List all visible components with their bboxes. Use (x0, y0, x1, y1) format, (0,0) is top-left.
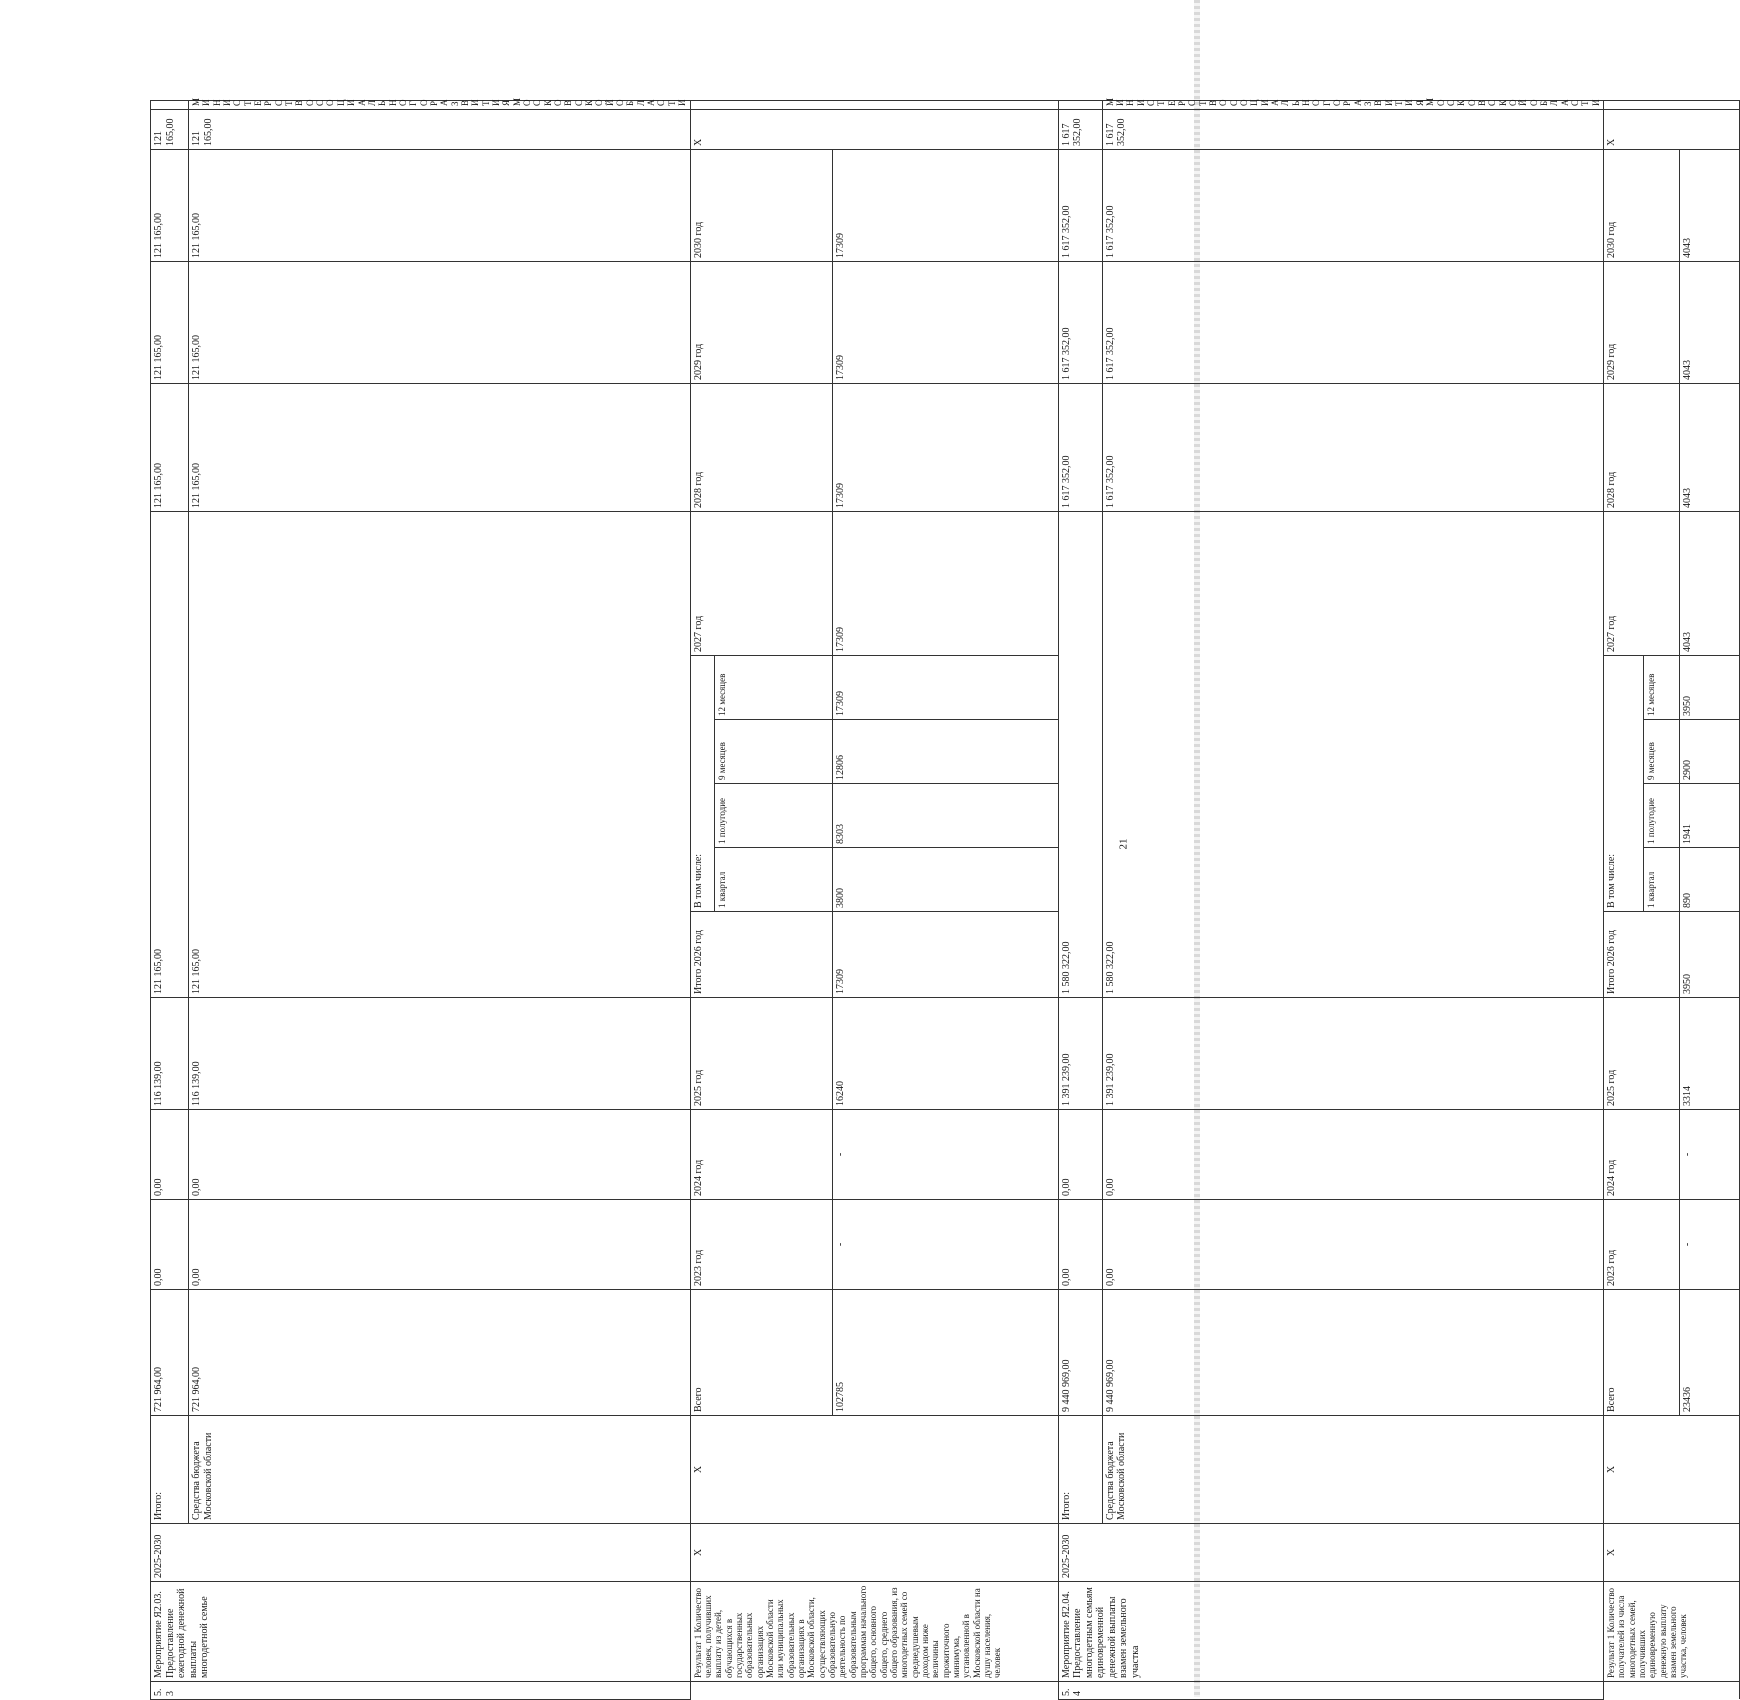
f53-budget-v2: 0,00 (189, 1110, 691, 1200)
r54-h-h1: 1 полугодие (1644, 784, 1680, 848)
r54-x1: X (1604, 1524, 1740, 1582)
f54-total-v2: 0,00 (1058, 1110, 1102, 1200)
f54-budget-v2: 0,00 (1102, 1110, 1604, 1200)
r54-name: Результат 1 Количество получателей из числа многодетных семей, получивших единовременную денежную выплату взамен земельного участка, человек (1604, 1582, 1740, 1682)
r53-x3: X (690, 109, 1058, 149)
f54-budget-label: Средства бюджета Московской области (1102, 1416, 1604, 1524)
f53-num: 5.3 (151, 1682, 691, 1700)
f54-budget-v7: 1 617 352,00 (1102, 149, 1604, 261)
f54-num: 5.4 (1058, 1682, 1604, 1700)
f53-budget-v0: 721 964,00 (189, 1290, 691, 1416)
f53-budget-label: Средства бюджета Московской области (189, 1416, 691, 1524)
r54-v-2028: 4043 (1680, 383, 1740, 511)
r53-name: Результат 1 Количество человек, получивших выплату из детей, обучающихся в государственных образовательных организациях Московской области или муниципальных образовательных организациях в Московской области, осуществляющих образовательную деятельность по образовательным программам начального общего, основного общего, среднего общего образования, из многодетных семей со среднедушевым доходом ниже величины прожиточного минимума, установленной в Московской области на душу населения, человек (690, 1582, 1058, 1682)
f54-total-v3: 1 391 239,00 (1058, 998, 1102, 1110)
r53-h-2030: 2030 год (690, 149, 832, 261)
f53-total-spacer (151, 101, 189, 110)
measures-table (150, 97, 1740, 1700)
f54-executor: МИНИСТЕРСТВО СОЦИАЛЬНОГО РАЗВИТИЯ МОСКОВСКОЙ ОБЛАСТИ (1102, 101, 1604, 110)
f53-total-label: Итого: (151, 1416, 189, 1524)
r54-h-incl: В том числе: (1604, 656, 1644, 912)
f54-budget-v3: 1 391 239,00 (1102, 998, 1604, 1110)
r54-h-m9: 9 месяцев (1644, 720, 1680, 784)
f54-total-v8: 1 617 352,00 (1058, 109, 1102, 149)
r54-v-h1: 1941 (1680, 784, 1740, 848)
r54-h-2026: Итого 2026 год (1604, 912, 1680, 998)
r53-h-incl: В том числе: (690, 656, 714, 912)
f53-total-v0: 721 964,00 (151, 1290, 189, 1416)
f53-total-v4: 121 165,00 (151, 511, 189, 997)
r54-v-2023: - (1680, 1200, 1740, 1290)
r53-h-2028: 2028 год (690, 383, 832, 511)
r53-h-h1: 1 полугодие (714, 784, 832, 848)
r54-v-2024: - (1680, 1110, 1740, 1200)
r54-h-2030: 2030 год (1604, 149, 1680, 261)
r54-num-spacer (1604, 1682, 1740, 1700)
f53-total-v2: 0,00 (151, 1110, 189, 1200)
r53-header-row (690, 101, 714, 1700)
f53-total-row (151, 101, 189, 1700)
f54-budget-v5: 1 617 352,00 (1102, 383, 1604, 511)
f53-total-v7: 121 165,00 (151, 149, 189, 261)
f53-budget-row (189, 101, 691, 1700)
f53-budget-v6: 121 165,00 (189, 261, 691, 383)
f53-budget-v5: 121 165,00 (189, 383, 691, 511)
r53-v-2029: 17309 (832, 261, 1058, 383)
r54-header-row (1604, 101, 1644, 1700)
r53-h-2029: 2029 год (690, 261, 832, 383)
r53-v-h1: 8303 (832, 784, 1058, 848)
r54-x2: X (1604, 1416, 1740, 1524)
r53-h-2023: 2023 год (690, 1200, 832, 1290)
f54-total-v7: 1 617 352,00 (1058, 149, 1102, 261)
f54-name: Мероприятие Я2.04. Предоставление многодетным семьям единовременной денежной выплаты взамен земельного участка (1058, 1582, 1604, 1682)
r53-h-total: Всего (690, 1290, 832, 1416)
f53-budget-v3: 116 139,00 (189, 998, 691, 1110)
r53-v-2027: 17309 (832, 511, 1058, 655)
r54-v-2027: 4043 (1680, 511, 1740, 655)
f53-total-v1: 0,00 (151, 1200, 189, 1290)
r54-v-2026: 3950 (1680, 912, 1740, 998)
f53-total-v6: 121 165,00 (151, 261, 189, 383)
r54-spacer (1604, 101, 1740, 110)
r53-v-m9: 12806 (832, 720, 1058, 784)
r53-h-q1: 1 квартал (714, 848, 832, 912)
r53-v-2023: - (832, 1200, 1058, 1290)
f54-total-v5: 1 617 352,00 (1058, 383, 1102, 511)
r53-v-2026: 17309 (832, 912, 1058, 998)
page-number: 21 (1117, 838, 1130, 850)
r54-h-2027: 2027 год (1604, 511, 1680, 655)
f53-budget-v1: 0,00 (189, 1200, 691, 1290)
r53-v-m12: 17309 (832, 656, 1058, 720)
r53-spacer (690, 101, 1058, 110)
r54-v-m9: 2900 (1680, 720, 1740, 784)
f53-total-v3: 116 139,00 (151, 998, 189, 1110)
r54-h-2029: 2029 год (1604, 261, 1680, 383)
r54-h-2023: 2023 год (1604, 1200, 1680, 1290)
r53-v-2024: - (832, 1110, 1058, 1200)
f54-budget-v6: 1 617 352,00 (1102, 261, 1604, 383)
r54-h-total: Всего (1604, 1290, 1680, 1416)
r53-h-2027: 2027 год (690, 511, 832, 655)
f53-budget-v8: 121 165,00 (189, 109, 691, 149)
f53-total-v5: 121 165,00 (151, 383, 189, 511)
r53-h-2026: Итого 2026 год (690, 912, 832, 998)
rotated-table-sheet (150, 97, 1693, 1700)
r54-h-q1: 1 квартал (1644, 848, 1680, 912)
r53-v-2030: 17309 (832, 149, 1058, 261)
f54-total-v6: 1 617 352,00 (1058, 261, 1102, 383)
r54-h-m12: 12 месяцев (1644, 656, 1680, 720)
r54-x3: X (1604, 109, 1740, 149)
f53-name: Мероприятие Я2.03. Предоставление ежегодной денежной выплаты многодетной семье (151, 1582, 691, 1682)
r54-v-2030: 4043 (1680, 149, 1740, 261)
f53-period: 2025-2030 (151, 1524, 691, 1582)
f53-budget-v7: 121 165,00 (189, 149, 691, 261)
r54-v-2029: 4043 (1680, 261, 1740, 383)
r53-num-spacer (690, 1682, 1058, 1700)
f53-total-v8: 121 165,00 (151, 109, 189, 149)
r54-v-q1: 890 (1680, 848, 1740, 912)
f54-total-v4: 1 580 322,00 (1058, 511, 1102, 997)
r53-v-2028: 17309 (832, 383, 1058, 511)
r53-v-q1: 3800 (832, 848, 1058, 912)
r54-v-m12: 3950 (1680, 656, 1740, 720)
f54-total-spacer (1058, 101, 1102, 110)
f54-total-label: Итого: (1058, 1416, 1102, 1524)
r53-h-m9: 9 месяцев (714, 720, 832, 784)
f54-total-v0: 9 440 969,00 (1058, 1290, 1102, 1416)
f54-budget-v8: 1 617 352,00 (1102, 109, 1604, 149)
r53-v-total: 102785 (832, 1290, 1058, 1416)
f53-budget-v4: 121 165,00 (189, 511, 691, 997)
r54-v-2025: 3314 (1680, 998, 1740, 1110)
r54-h-2028: 2028 год (1604, 383, 1680, 511)
f54-total-row (1058, 101, 1102, 1700)
f53-executor: МИНИСТЕРСТВО СОЦИАЛЬНОГО РАЗВИТИЯ МОСКОВСКОЙ ОБЛАСТИ (189, 101, 691, 110)
r53-v-2025: 16240 (832, 998, 1058, 1110)
r53-h-m12: 12 месяцев (714, 656, 832, 720)
f54-period: 2025-2030 (1058, 1524, 1604, 1582)
f54-total-v1: 0,00 (1058, 1200, 1102, 1290)
f54-budget-v0: 9 440 969,00 (1102, 1290, 1604, 1416)
f54-budget-row (1102, 101, 1604, 1700)
r53-h-2025: 2025 год (690, 998, 832, 1110)
r54-v-total: 23436 (1680, 1290, 1740, 1416)
f54-budget-v4: 1 580 322,00 (1102, 511, 1604, 997)
r54-h-2024: 2024 год (1604, 1110, 1680, 1200)
r53-x2: X (690, 1416, 1058, 1524)
f54-budget-v1: 0,00 (1102, 1200, 1604, 1290)
r53-h-2024: 2024 год (690, 1110, 832, 1200)
r54-h-2025: 2025 год (1604, 998, 1680, 1110)
r53-x1: X (690, 1524, 1058, 1582)
